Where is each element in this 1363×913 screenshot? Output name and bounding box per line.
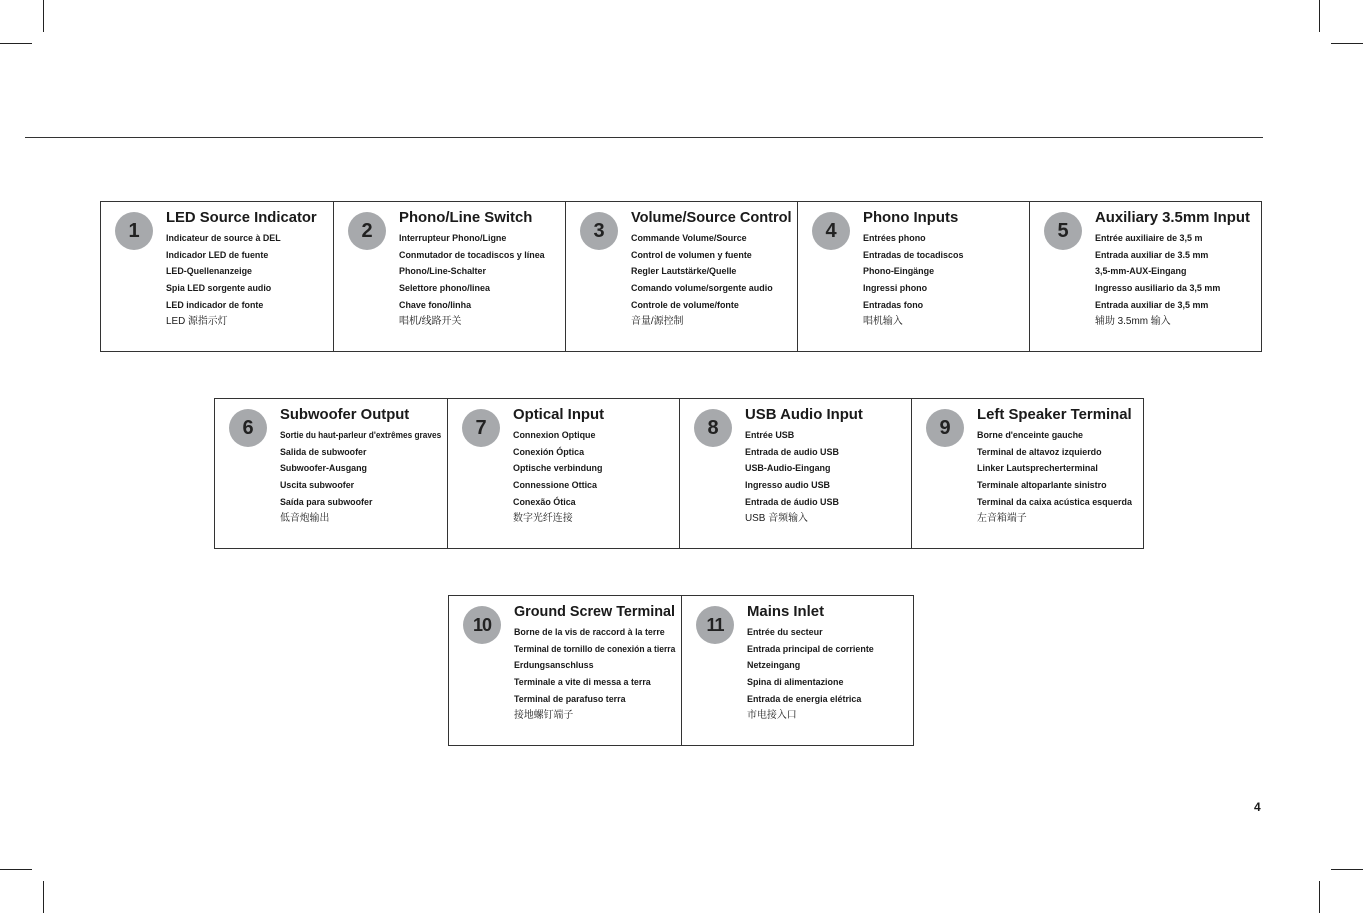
translation-line: Ingressi phono: [863, 283, 928, 294]
translation-line: LED 源指示灯: [166, 315, 228, 327]
translation-line: LED indicador de fonte: [166, 299, 264, 310]
item-number-badge: 9: [926, 409, 964, 447]
translation-line: Spia LED sorgente audio: [166, 283, 272, 294]
translation-line: Entradas fono: [863, 299, 924, 310]
crop-mark: [1331, 869, 1363, 870]
item-title: USB Audio Input: [745, 406, 863, 423]
item-content: [399, 208, 561, 330]
translation-line: USB 音频输入: [745, 512, 808, 524]
legend-item: [565, 202, 797, 351]
item-content: [863, 208, 1025, 330]
item-content: [513, 405, 675, 527]
translation-line: USB-Audio-Eingang: [745, 463, 831, 474]
item-content: [280, 405, 443, 527]
translation-list: [977, 427, 1139, 527]
crop-mark: [1319, 881, 1320, 913]
legend-item: [679, 399, 911, 548]
legend-item: [449, 596, 681, 745]
item-title: Auxiliary 3.5mm Input: [1095, 209, 1250, 226]
page-number: 4: [1254, 800, 1261, 814]
item-title: Mains Inlet: [747, 603, 825, 620]
translation-list: [745, 427, 907, 527]
item-number-badge: 7: [462, 409, 500, 447]
translation-line: Borne de la vis de raccord à la terre: [514, 627, 665, 637]
translation-line: 数字光纤连接: [513, 512, 573, 524]
translation-line: Terminale altoparlante sinistro: [977, 480, 1107, 491]
legend-item: [101, 202, 333, 351]
translation-line: 接地螺钉端子: [514, 709, 574, 721]
item-title: Subwoofer Output: [280, 406, 410, 423]
translation-line: Conexión Óptica: [513, 446, 585, 457]
translation-list: [280, 427, 443, 527]
crop-mark: [43, 0, 44, 32]
translation-list: [166, 230, 329, 330]
item-number-badge: 10: [463, 606, 501, 644]
item-number-badge: 1: [115, 212, 153, 250]
translation-line: Entrada auxiliar de 3,5 mm: [1095, 299, 1209, 310]
item-title: Ground Screw Terminal: [514, 603, 676, 620]
item-title: LED Source Indicator: [166, 209, 317, 226]
translation-line: Erdungsanschluss: [514, 660, 594, 671]
item-title: Optical Input: [513, 406, 605, 423]
translation-line: 低音炮输出: [280, 512, 330, 524]
translation-line: 市电接入口: [747, 709, 797, 721]
translation-line: Control de volumen y fuente: [631, 249, 752, 260]
crop-mark: [0, 43, 32, 44]
translation-line: Ingresso ausiliario da 3,5 mm: [1095, 283, 1221, 294]
translation-line: Controle de volume/fonte: [631, 299, 739, 310]
translation-line: Conmutador de tocadiscos y línea: [399, 249, 545, 260]
item-content: [1095, 208, 1257, 330]
item-title: Phono/Line Switch: [399, 209, 533, 226]
translation-line: Entradas de tocadiscos: [863, 249, 964, 260]
legend-item: [447, 399, 679, 548]
translation-line: Connexion Optique: [513, 430, 596, 440]
legend-item: [215, 399, 447, 548]
translation-line: LED-Quellenanzeige: [166, 266, 252, 277]
crop-mark: [1331, 43, 1363, 44]
translation-line: Entrada de energia elétrica: [747, 693, 862, 704]
translation-list: [514, 624, 677, 724]
translation-line: 左音箱端子: [977, 512, 1027, 524]
crop-mark: [0, 869, 32, 870]
item-number-badge: 4: [812, 212, 850, 250]
translation-line: Spina di alimentazione: [747, 677, 844, 688]
translation-line: Salida de subwoofer: [280, 446, 367, 457]
item-content: [977, 405, 1139, 527]
translation-line: Interrupteur Phono/Ligne: [399, 233, 507, 243]
legend-row: [100, 201, 1262, 352]
translation-line: Terminal de parafuso terra: [514, 693, 626, 704]
translation-line: Sortie du haut-parleur d'extrêmes graves: [280, 430, 442, 440]
crop-mark: [1319, 0, 1320, 32]
translation-line: 3,5-mm-AUX-Eingang: [1095, 266, 1187, 277]
translation-line: Uscita subwoofer: [280, 480, 355, 491]
translation-line: 音量/源控制: [631, 315, 684, 327]
item-title: Volume/Source Control: [631, 209, 792, 226]
item-content: [747, 602, 909, 724]
translation-line: Optische verbindung: [513, 463, 603, 474]
translation-list: [1095, 230, 1257, 330]
item-content: [631, 208, 793, 330]
translation-line: Entrada auxiliar de 3.5 mm: [1095, 249, 1209, 260]
item-number-badge: 2: [348, 212, 386, 250]
item-number-badge: 11: [696, 606, 734, 644]
translation-line: Entrée auxiliaire de 3,5 m: [1095, 233, 1203, 243]
translation-line: 唱机输入: [863, 315, 903, 327]
translation-line: Terminal da caixa acústica esquerda: [977, 496, 1132, 507]
translation-line: Phono/Line-Schalter: [399, 266, 486, 277]
translation-line: 唱机/线路开关: [399, 315, 462, 327]
translation-line: Terminal de altavoz izquierdo: [977, 446, 1102, 457]
translation-line: Entrada principal de corriente: [747, 643, 874, 654]
translation-line: Connessione Ottica: [513, 480, 598, 491]
translation-line: Entrada de audio USB: [745, 446, 839, 457]
translation-list: [631, 230, 793, 330]
translation-line: Indicateur de source à DEL: [166, 233, 281, 243]
translation-line: Entrada de áudio USB: [745, 496, 839, 507]
translation-line: Terminale a vite di messa a terra: [514, 677, 651, 688]
crop-mark: [43, 881, 44, 913]
translation-line: Conexão Ótica: [513, 496, 576, 507]
translation-line: Chave fono/linha: [399, 299, 472, 310]
legend-row: [214, 398, 1144, 549]
item-title: Phono Inputs: [863, 209, 959, 226]
item-number-badge: 8: [694, 409, 732, 447]
translation-line: Phono-Eingänge: [863, 266, 935, 277]
legend-item: [1029, 202, 1261, 351]
header-rule: [25, 137, 1263, 138]
legend-item: [681, 596, 913, 745]
legend-item: [911, 399, 1143, 548]
translation-list: [747, 624, 909, 724]
translation-line: Selettore phono/linea: [399, 283, 490, 294]
translation-line: Saída para subwoofer: [280, 496, 373, 507]
item-number-badge: 5: [1044, 212, 1082, 250]
translation-list: [399, 230, 561, 330]
translation-line: Entrée du secteur: [747, 627, 823, 637]
item-title: Left Speaker Terminal: [977, 406, 1132, 423]
item-number-badge: 3: [580, 212, 618, 250]
legend-item: [333, 202, 565, 351]
translation-line: Comando volume/sorgente audio: [631, 283, 773, 294]
translation-line: Commande Volume/Source: [631, 233, 747, 243]
translation-line: Terminal de tornillo de conexión a tierra: [514, 643, 676, 654]
translation-line: Ingresso audio USB: [745, 480, 831, 491]
item-content: [166, 208, 329, 330]
translation-line: Entrée USB: [745, 430, 795, 440]
item-content: [514, 602, 677, 724]
translation-line: 辅助 3.5mm 输入: [1095, 315, 1171, 327]
legend-item: [797, 202, 1029, 351]
translation-line: Regler Lautstärke/Quelle: [631, 266, 737, 277]
item-content: [745, 405, 907, 527]
legend-row: [448, 595, 914, 746]
translation-list: [513, 427, 675, 527]
translation-line: Linker Lautsprecherterminal: [977, 463, 1098, 474]
item-number-badge: 6: [229, 409, 267, 447]
translation-line: Netzeingang: [747, 660, 801, 671]
translation-line: Entrées phono: [863, 233, 926, 243]
translation-line: Indicador LED de fuente: [166, 249, 269, 260]
translation-line: Borne d'enceinte gauche: [977, 430, 1084, 440]
translation-line: Subwoofer-Ausgang: [280, 463, 367, 474]
translation-list: [863, 230, 1025, 330]
